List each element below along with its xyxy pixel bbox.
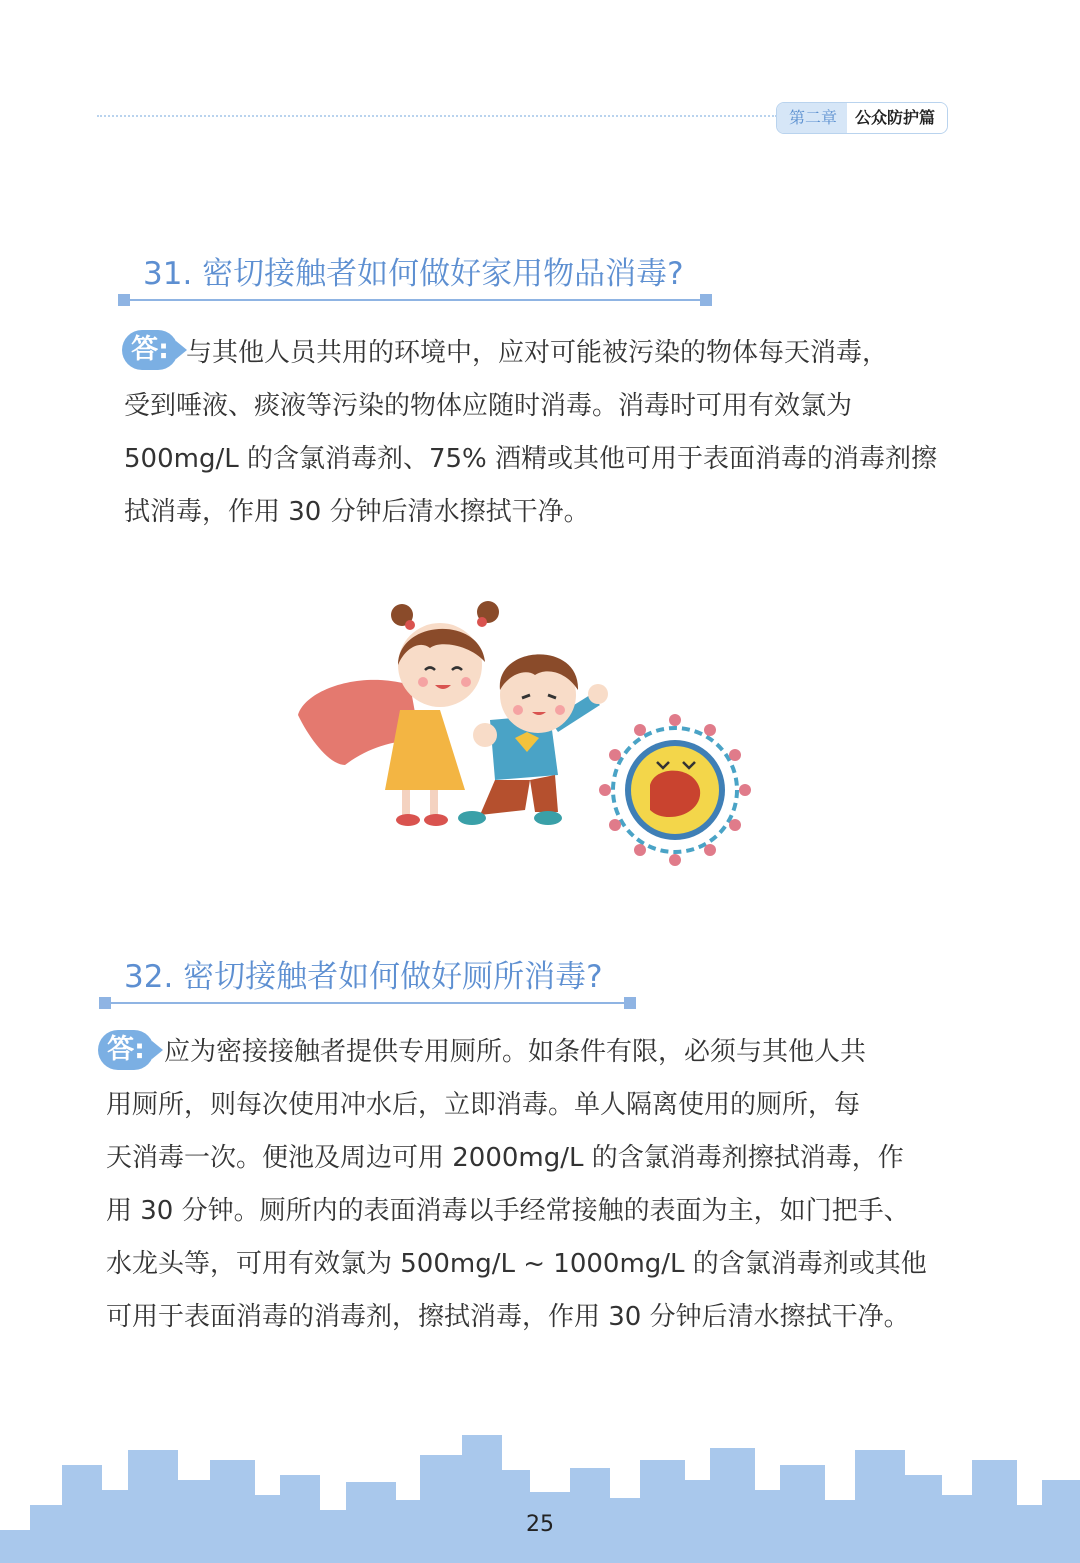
answer-32-line: 天消毒一次。便池及周边可用 2000mg/L 的含氯消毒剂擦拭消毒，作: [106, 1143, 904, 1173]
answer-badge: 答:: [98, 1030, 154, 1070]
superhero-kids-vs-virus-illustration: [290, 590, 760, 870]
rule-end-square: [624, 997, 636, 1009]
question-31-title: 31. 密切接触者如何做好家用物品消毒?: [143, 256, 684, 292]
question-32-title: 32. 密切接触者如何做好厕所消毒?: [124, 959, 603, 995]
answer-31-line: 与其他人员共用的环境中，应对可能被污染的物体每天消毒，: [186, 338, 889, 368]
answer-badge: 答:: [122, 330, 178, 370]
rule-end-square: [118, 294, 130, 306]
badge-pointer: [152, 1041, 163, 1059]
answer-32-line: 用厕所，则每次使用冲水后，立即消毒。单人隔离使用的厕所，每: [106, 1090, 861, 1120]
chapter-tag: [776, 102, 948, 134]
answer-32-line: 水龙头等，可用有效氯为 500mg/L ~ 1000mg/L 的含氯消毒剂或其他: [106, 1249, 927, 1279]
page-number: 25: [526, 1512, 554, 1537]
answer-31-line: 拭消毒，作用 30 分钟后清水擦拭干净。: [124, 497, 590, 527]
rule-end-square: [700, 294, 712, 306]
section-label: 公众防护篇: [847, 103, 947, 133]
answer-31-line: 500mg/L 的含氯消毒剂、75% 酒精或其他可用于表面消毒的消毒剂擦: [124, 444, 938, 474]
answer-32-line: 用 30 分钟。厕所内的表面消毒以手经常接触的表面为主，如门把手、: [106, 1196, 910, 1226]
city-skyline-decoration: [0, 1420, 1080, 1563]
rule-end-square: [99, 997, 111, 1009]
question-31-underline: [122, 299, 710, 301]
answer-31-line: 受到唾液、痰液等污染的物体应随时消毒。消毒时可用有效氯为: [124, 391, 853, 421]
header-dotted-rule: [97, 115, 777, 117]
chapter-label: 第二章: [777, 103, 847, 133]
question-32-underline: [103, 1002, 633, 1004]
answer-32-line: 可用于表面消毒的消毒剂，擦拭消毒，作用 30 分钟后清水擦拭干净。: [106, 1302, 910, 1332]
answer-32-line: 应为密接接触者提供专用厕所。如条件有限，必须与其他人共: [164, 1037, 867, 1067]
